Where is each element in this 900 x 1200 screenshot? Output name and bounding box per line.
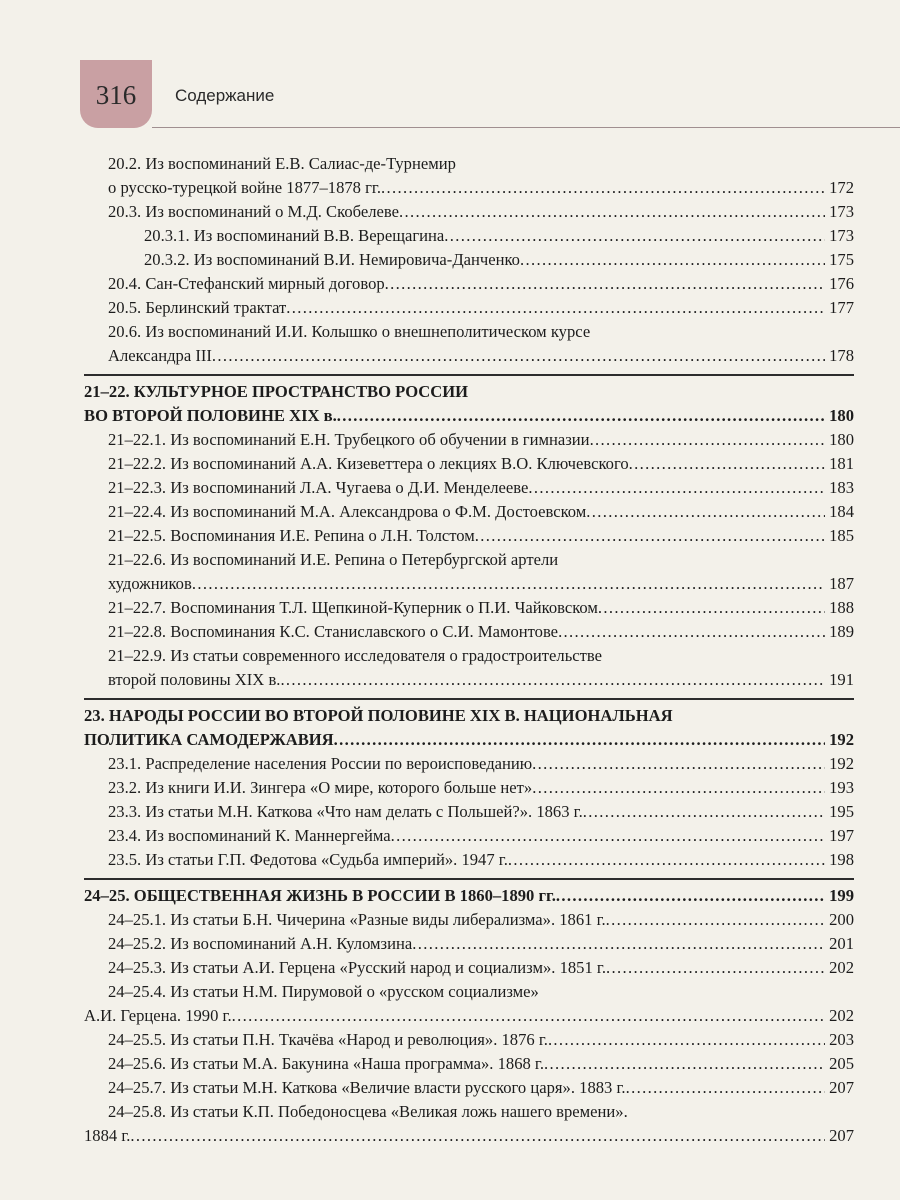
toc-entry-title: 1884 г. [84,1126,131,1145]
dot-leader [606,956,825,980]
dot-leader [606,908,825,932]
dot-leader [626,1076,826,1100]
toc-page-number: 187 [829,574,854,593]
dot-leader [508,848,825,872]
toc-entry-title: 21–22.2. Из воспоминаний А.А. Кизеветтера о лекциях В.О. Ключевского [108,454,629,473]
dot-leader [232,1004,826,1028]
toc-entry [84,224,854,248]
toc-entry-title: Александра III [108,346,212,365]
toc-entry [84,800,854,824]
toc-page-number: 185 [829,526,854,545]
toc-entry-title: 24–25.3. Из статьи А.И. Герцена «Русский народ и социализм». 1851 г. [108,958,606,977]
toc-entry-title: 23.3. Из статьи М.Н. Каткова «Что нам делать с Польшей?». 1863 г. [108,802,583,821]
dot-leader [544,1052,825,1076]
dot-leader [558,620,825,644]
dot-leader [385,272,825,296]
toc-page-number: 201 [829,934,854,953]
toc-entry [84,452,854,476]
header-rule [152,127,900,128]
toc-page-number: 202 [829,1006,854,1025]
toc-section [84,374,854,428]
toc-entry-title: 23.2. Из книги И.И. Зингера «О мире, которого больше нет» [108,778,533,797]
dot-leader [337,404,825,428]
toc-entry [84,272,854,296]
toc-entry-title: 20.2. Из воспоминаний Е.В. Салиас-де-Турнемир [108,154,456,173]
page-number: 316 [95,80,137,110]
toc-entry [84,908,854,932]
toc-entry [84,152,854,200]
toc-entry [84,500,854,524]
toc-entry-title: 20.3.2. Из воспоминаний В.И. Немировича-Данченко [144,250,520,269]
dot-leader [586,500,825,524]
toc-entry [84,296,854,320]
toc-entry-title: 23.5. Из статьи Г.П. Федотова «Судьба империй». 1947 г. [108,850,508,869]
toc-page-number: 202 [829,958,854,977]
toc-section [84,698,854,752]
toc-page-number: 189 [829,622,854,641]
toc-entry-title: 21–22. КУЛЬТУРНОЕ ПРОСТРАНСТВО РОССИИ [84,382,469,401]
toc-page-number: 199 [829,886,854,905]
dot-leader [130,1124,825,1148]
dot-leader [334,728,825,752]
toc-entry-title: 21–22.8. Воспоминания К.С. Станиславского о С.И. Мамонтове [108,622,559,641]
toc-entry [84,200,854,224]
toc-entry-title: 21–22.6. Из воспоминаний И.Е. Репина о Петербургской артели [108,550,559,569]
toc-entry-title: 21–22.7. Воспоминания Т.Л. Щепкиной-Куперник о П.И. Чайковском [108,598,598,617]
dot-leader [590,428,826,452]
toc-entry-title: 24–25.5. Из статьи П.Н. Ткачёва «Народ и революция». 1876 г. [108,1030,548,1049]
toc-entry [84,596,854,620]
dot-leader [629,452,825,476]
toc-entry [84,620,854,644]
toc-page-number: 172 [829,178,854,197]
toc-entry-title: 21–22.1. Из воспоминаний Е.Н. Трубецкого об обучении в гимназии [108,430,590,449]
dot-leader [598,596,825,620]
toc-entry [84,1028,854,1052]
toc-page-number: 192 [829,754,854,773]
toc-entry [84,428,854,452]
dot-leader [212,344,825,368]
toc-entry-title: 20.3. Из воспоминаний о М.Д. Скобелеве [108,202,399,221]
toc-page-number: 180 [829,430,854,449]
toc-section [84,878,854,908]
toc-entry-title: художников [108,574,192,593]
dot-leader [475,524,825,548]
toc-entry-title: 21–22.3. Из воспоминаний Л.А. Чугаева о Д.И. Менделееве [108,478,529,497]
dot-leader [444,224,825,248]
toc-entry-title: 24–25.1. Из статьи Б.Н. Чичерина «Разные виды либерализма». 1861 г. [108,910,606,929]
dot-leader [280,668,825,692]
toc-page-number: 203 [829,1030,854,1049]
toc-page-number: 181 [829,454,854,473]
dot-leader [286,296,825,320]
dot-leader [528,476,825,500]
toc-page-number: 184 [829,502,854,521]
dot-leader [532,776,825,800]
dot-leader [192,572,825,596]
dot-leader [548,1028,825,1052]
toc-entry-title: 24–25.6. Из статьи М.А. Бакунина «Наша программа». 1868 г. [108,1054,545,1073]
toc-entry-title: 23. НАРОДЫ РОССИИ ВО ВТОРОЙ ПОЛОВИНЕ XIX В. НАЦИОНАЛЬНАЯ [84,706,673,725]
dot-leader [556,884,825,908]
toc-page-number: 177 [829,298,854,317]
running-head: Содержание [175,86,275,105]
toc-page-number: 205 [829,1054,854,1073]
toc-entry-title: 21–22.4. Из воспоминаний М.А. Александрова о Ф.М. Достоевском [108,502,587,521]
dot-leader [412,932,825,956]
toc-entry [84,776,854,800]
toc-entry [84,524,854,548]
toc-page-number: 176 [829,274,854,293]
toc-page-number: 192 [829,730,854,749]
toc-entry [84,848,854,872]
toc-entry [84,932,854,956]
toc-page-number: 207 [829,1126,854,1145]
toc-entry-title: 24–25. ОБЩЕСТВЕННАЯ ЖИЗНЬ В РОССИИ В 1860–1890 гг. [84,886,556,905]
toc-entry-title: ПОЛИТИКА САМОДЕРЖАВИЯ [84,730,334,749]
toc-entry [84,980,854,1028]
toc-entry-title: 20.6. Из воспоминаний И.И. Колышко о внешнеполитическом курсе [108,322,591,341]
toc-entry [84,548,854,596]
toc-entry-title: А.И. Герцена. 1990 г. [84,1006,232,1025]
dot-leader [532,752,825,776]
toc-entry [84,320,854,368]
toc-entry-title: 24–25.2. Из воспоминаний А.Н. Куломзина [108,934,413,953]
toc-entry [84,824,854,848]
toc-entry-title: 23.4. Из воспоминаний К. Маннергейма [108,826,391,845]
dot-leader [583,800,825,824]
dot-leader [399,200,825,224]
toc-page-number: 173 [829,202,854,221]
toc-entry-title: ВО ВТОРОЙ ПОЛОВИНЕ XIX в. [84,406,337,425]
toc-entry [84,752,854,776]
toc-entry-title: второй половины XIX в. [108,670,281,689]
toc-entry-title: 23.1. Распределение населения России по вероисповеданию [108,754,533,773]
toc-page-number: 183 [829,478,854,497]
toc-entry [84,248,854,272]
toc-entry-title: о русско-турецкой войне 1877–1878 гг. [108,178,382,197]
toc-entry-title: 20.3.1. Из воспоминаний В.В. Верещагина [144,226,445,245]
toc-entry [84,644,854,692]
toc-entry-title: 24–25.4. Из статьи Н.М. Пирумовой о «русском социализме» [108,982,539,1001]
toc-entry-title: 21–22.9. Из статьи современного исследователя о градостроительстве [108,646,602,665]
toc-entry-title: 20.5. Берлинский трактат [108,298,287,317]
toc-entry-title: 24–25.8. Из статьи К.П. Победоносцева «Великая ложь нашего времени». [108,1102,628,1121]
toc-entry [84,1052,854,1076]
toc-page-number: 188 [829,598,854,617]
toc-page-number: 191 [829,670,854,689]
toc-page-number: 195 [829,802,854,821]
toc-page-number: 198 [829,850,854,869]
toc-page-number: 207 [829,1078,854,1097]
toc-page-number: 180 [829,406,854,425]
dot-leader [391,824,826,848]
toc-entry [84,1100,854,1148]
toc-entry [84,1076,854,1100]
toc-entry [84,476,854,500]
toc-entry-title: 20.4. Сан-Стефанский мирный договор [108,274,385,293]
toc-entry-title: 24–25.7. Из статьи М.Н. Каткова «Величие власти русского царя». 1883 г. [108,1078,626,1097]
toc-page-number: 173 [829,226,854,245]
toc-page-number: 178 [829,346,854,365]
table-of-contents [84,152,854,1148]
toc-entry-title: 21–22.5. Воспоминания И.Е. Репина о Л.Н. Толстом [108,526,475,545]
toc-page-number: 197 [829,826,854,845]
toc-page-number: 200 [829,910,854,929]
toc-page-number: 193 [829,778,854,797]
toc-entry [84,956,854,980]
toc-page-number: 175 [829,250,854,269]
dot-leader [520,248,825,272]
dot-leader [381,176,825,200]
